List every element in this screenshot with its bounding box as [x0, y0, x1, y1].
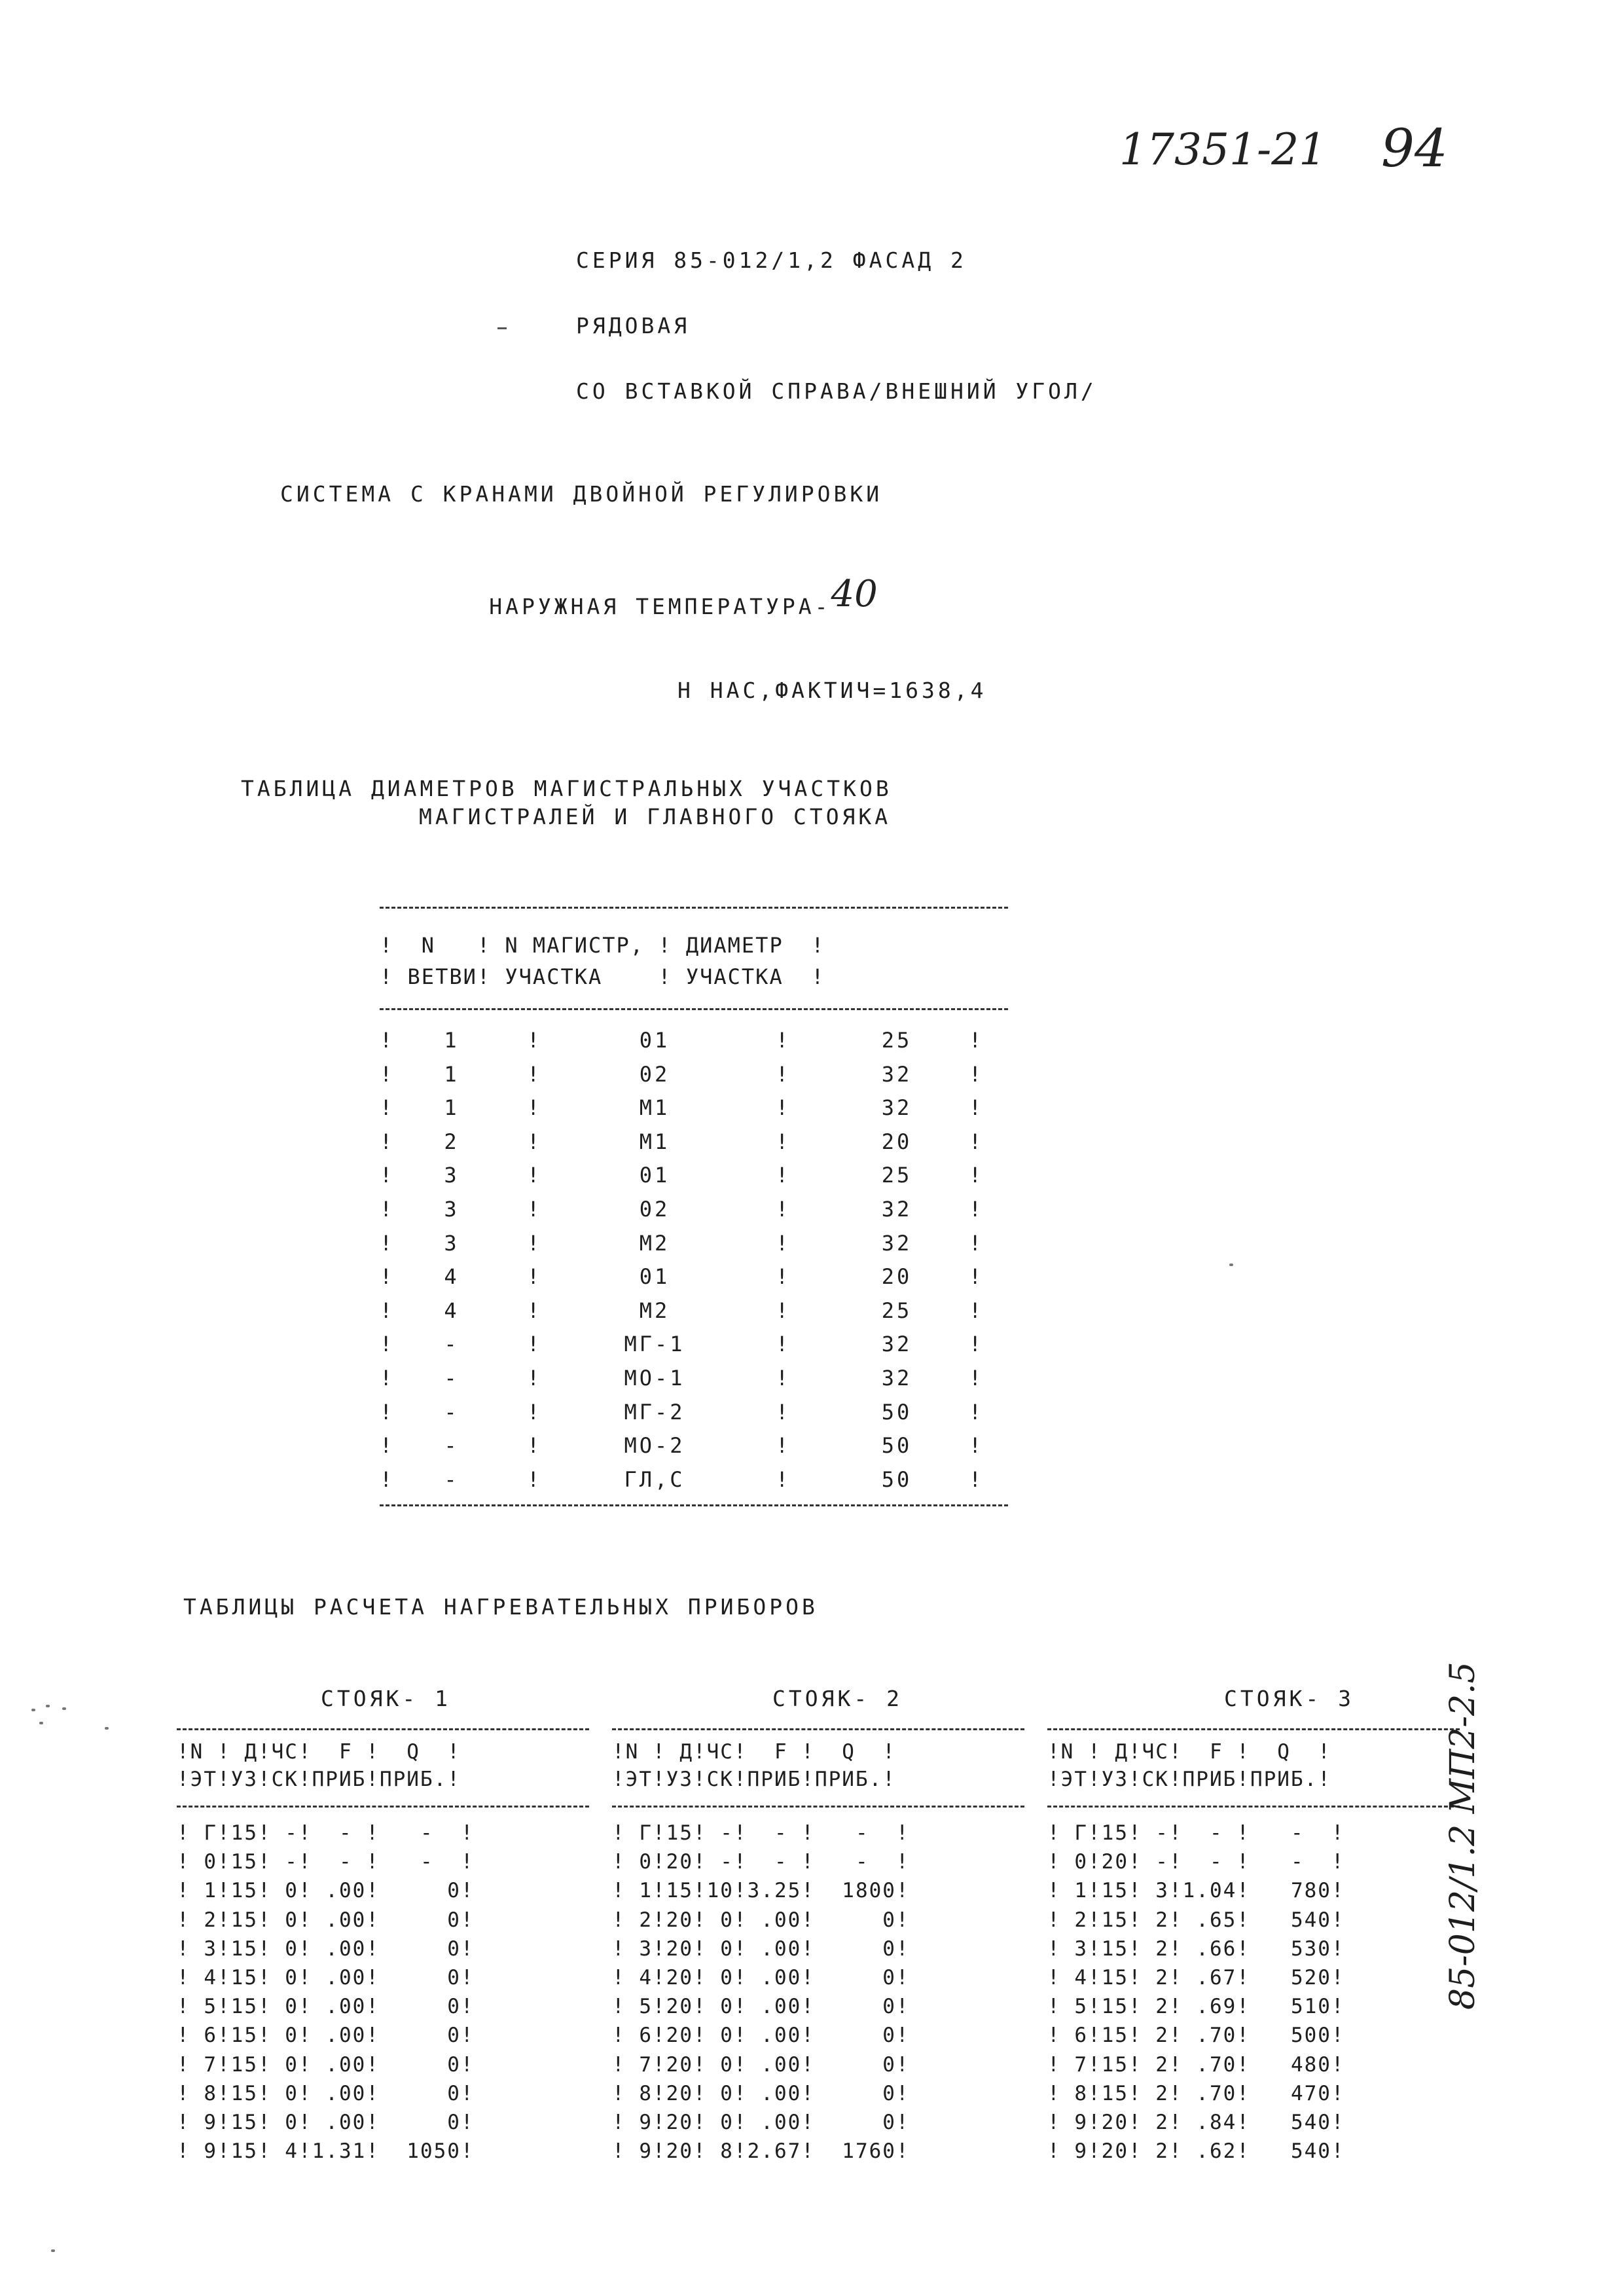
diameter-cell: 25 — [881, 1298, 912, 1323]
stoyak-row: ! Г!15! -! - ! - ! — [612, 1821, 910, 1845]
column-separator: ! — [776, 1230, 789, 1256]
column-separator: ! — [776, 1028, 789, 1053]
diam-table-header-1: ! N ! N МАГИСТР, ! ДИАМЕТР ! — [380, 933, 825, 958]
column-separator: ! — [527, 1197, 540, 1222]
branch-cell: - — [444, 1466, 460, 1492]
column-separator: ! — [380, 1433, 393, 1459]
column-separator: ! — [527, 1466, 540, 1492]
column-separator: ! — [380, 1028, 393, 1053]
column-separator: ! — [527, 1298, 540, 1323]
column-separator: ! — [969, 1028, 982, 1053]
scan-speck — [1229, 1263, 1233, 1266]
stoyak-row: ! 5!15! 2! .69! 510! — [1047, 1995, 1345, 2019]
row-type-line: РЯДОВАЯ — [576, 313, 691, 338]
column-separator: ! — [969, 1433, 982, 1459]
diameter-cell: 25 — [881, 1163, 912, 1188]
diam-table-row — [380, 1231, 1008, 1265]
diam-table-top-rule — [380, 907, 1008, 909]
stoyak-header-rule — [177, 1806, 589, 1808]
branch-cell: 3 — [444, 1197, 460, 1222]
diam-table-row — [380, 1298, 1008, 1332]
temperature-label: НАРУЖНАЯ ТЕМПЕРАТУРА- — [489, 594, 831, 619]
stoyak-row: ! 3!15! 0! .00! 0! — [177, 1936, 475, 1961]
section-cell: 01 — [639, 1028, 670, 1053]
diam-table-body — [380, 1028, 1008, 1492]
scan-speck — [51, 2249, 55, 2252]
column-separator: ! — [776, 1061, 789, 1087]
section-cell: М1 — [639, 1095, 670, 1121]
insert-desc-line: СО ВСТАВКОЙ СПРАВА/ВНЕШНИЙ УГОЛ/ — [576, 378, 1097, 404]
column-separator: ! — [380, 1197, 393, 1222]
diameter-cell: 32 — [881, 1095, 912, 1121]
branch-cell: 3 — [444, 1230, 460, 1256]
column-separator: ! — [969, 1332, 982, 1357]
column-separator: ! — [969, 1197, 982, 1222]
diameter-cell: 50 — [881, 1466, 912, 1492]
stoyak-header-1: !N ! Д!ЧС! F ! Q ! — [612, 1740, 896, 1764]
stoyak-header-2: !ЭТ!УЗ!СК!ПРИБ!ПРИБ.! — [1047, 1768, 1331, 1791]
section-cell: 02 — [639, 1197, 670, 1222]
stoyak-top-rule — [177, 1728, 589, 1730]
stoyak-row: ! 6!15! 2! .70! 500! — [1047, 2024, 1345, 2048]
diameter-cell: 32 — [881, 1332, 912, 1357]
stoyak-row: ! 5!20! 0! .00! 0! — [612, 1995, 910, 2019]
section-cell: М1 — [639, 1129, 670, 1154]
column-separator: ! — [380, 1163, 393, 1188]
stoyak-row: ! 3!15! 2! .66! 530! — [1047, 1936, 1345, 1961]
branch-cell: - — [444, 1433, 460, 1459]
column-separator: ! — [527, 1095, 540, 1121]
scan-speck — [31, 1709, 35, 1711]
diameter-cell: 20 — [881, 1264, 912, 1290]
section-cell: 02 — [639, 1061, 670, 1087]
column-separator: ! — [527, 1230, 540, 1256]
section-cell: М2 — [639, 1298, 670, 1323]
column-separator: ! — [527, 1433, 540, 1459]
series-line: СЕРИЯ 85-012/1,2 ФАСАД 2 — [576, 247, 967, 273]
stoyak-row: ! 2!20! 0! .00! 0! — [612, 1908, 910, 1932]
column-separator: ! — [776, 1366, 789, 1390]
column-separator: ! — [380, 1061, 393, 1087]
stoyak-row: ! 7!15! 2! .70! 480! — [1047, 2052, 1345, 2077]
diam-table-row — [380, 1129, 1008, 1163]
column-separator: ! — [527, 1061, 540, 1087]
diam-table-row — [380, 1197, 1008, 1231]
column-separator: ! — [527, 1163, 540, 1188]
column-separator: ! — [527, 1332, 540, 1357]
scan-speck — [46, 1705, 50, 1707]
diam-table-row — [380, 1095, 1008, 1129]
column-separator: ! — [776, 1163, 789, 1188]
column-separator: ! — [776, 1466, 789, 1492]
branch-cell: - — [444, 1399, 460, 1425]
diam-table-row — [380, 1400, 1008, 1434]
column-separator: ! — [776, 1332, 789, 1357]
stoyak-row: ! 9!15! 4!1.31! 1050! — [177, 2139, 475, 2164]
temperature-line — [477, 568, 878, 623]
stoyak-top-rule — [1047, 1728, 1460, 1730]
column-separator: ! — [776, 1095, 789, 1121]
branch-cell: 1 — [444, 1028, 460, 1053]
stoyak-header-rule — [1047, 1806, 1460, 1808]
diameter-cell: 50 — [881, 1433, 912, 1459]
section-cell: ГЛ,С — [624, 1466, 685, 1492]
stoyak-row: ! 4!15! 0! .00! 0! — [177, 1966, 475, 1990]
column-separator: ! — [776, 1433, 789, 1459]
stoyak-row: ! Г!15! -! - ! - ! — [1047, 1821, 1345, 1845]
column-separator: ! — [380, 1466, 393, 1492]
column-separator: ! — [969, 1061, 982, 1087]
column-separator: ! — [969, 1298, 982, 1323]
branch-cell: 2 — [444, 1129, 460, 1154]
column-separator: ! — [527, 1366, 540, 1390]
diam-table-row — [380, 1366, 1008, 1400]
branch-cell: - — [444, 1366, 460, 1390]
column-separator: ! — [776, 1399, 789, 1425]
column-separator: ! — [527, 1129, 540, 1154]
system-line: СИСТЕМА С КРАНАМИ ДВОЙНОЙ РЕГУЛИРОВКИ — [280, 481, 883, 507]
branch-cell: 4 — [444, 1298, 460, 1323]
stoyak-row: ! 9!20! 0! .00! 0! — [612, 2111, 910, 2134]
stoyak-row: ! 8!20! 0! .00! 0! — [612, 2081, 910, 2105]
stoyak-2-title: СТОЯК- 2 — [772, 1686, 903, 1711]
stoyak-row: ! 6!20! 0! .00! 0! — [612, 2024, 910, 2048]
stoyak-header-rule — [612, 1806, 1024, 1808]
h-nas-line: Н НАС,ФАКТИЧ=1638,4 — [677, 678, 987, 703]
section-cell: МО-1 — [624, 1366, 685, 1390]
stoyak-header-2: !ЭТ!УЗ!СК!ПРИБ!ПРИБ.! — [177, 1768, 461, 1791]
diam-table-row — [380, 1433, 1008, 1467]
stoyak-top-rule — [612, 1728, 1024, 1730]
stoyak-row: ! 9!20! 2! .62! 540! — [1047, 2139, 1345, 2164]
column-separator: ! — [776, 1298, 789, 1323]
small-dash — [497, 327, 507, 329]
column-separator: ! — [380, 1230, 393, 1256]
column-separator: ! — [380, 1095, 393, 1121]
stoyak-row: ! 1!15! 0! .00! 0! — [177, 1879, 475, 1903]
column-separator: ! — [776, 1129, 789, 1154]
stoyak-row: ! 7!20! 0! .00! 0! — [612, 2052, 910, 2077]
stoyak-header-1: !N ! Д!ЧС! F ! Q ! — [1047, 1740, 1331, 1764]
side-stamp: 85-012/1.2 МП2-2.5 — [1443, 1662, 1483, 2010]
stoyak-row: ! 9!20! 2! .84! 540! — [1047, 2111, 1345, 2134]
page-number: 94 — [1381, 118, 1448, 179]
stoyak-row: ! 4!15! 2! .67! 520! — [1047, 1966, 1345, 1990]
column-separator: ! — [969, 1399, 982, 1425]
column-separator: ! — [527, 1028, 540, 1053]
stoyak-row: ! 8!15! 0! .00! 0! — [177, 2081, 475, 2105]
section-cell: М2 — [639, 1230, 670, 1256]
branch-cell: 4 — [444, 1264, 460, 1290]
diam-table-header-rule — [380, 1008, 1008, 1010]
section-cell: МО-2 — [624, 1433, 685, 1459]
stoyak-row: ! 2!15! 0! .00! 0! — [177, 1908, 475, 1932]
diam-table-row — [380, 1264, 1008, 1298]
stoyak-header-2: !ЭТ!УЗ!СК!ПРИБ!ПРИБ.! — [612, 1768, 896, 1791]
diam-table-header-2: ! ВЕТВИ! УЧАСТКА ! УЧАСТКА ! — [380, 964, 825, 989]
heaters-title: ТАБЛИЦЫ РАСЧЕТА НАГРЕВАТЕЛЬНЫХ ПРИБОРОВ — [183, 1594, 818, 1620]
stoyak-row: ! 4!20! 0! .00! 0! — [612, 1966, 910, 1990]
stoyak-row: ! 6!15! 0! .00! 0! — [177, 2024, 475, 2048]
diameter-cell: 32 — [881, 1197, 912, 1222]
column-separator: ! — [380, 1366, 393, 1390]
column-separator: ! — [380, 1332, 393, 1357]
temperature-value: 40 — [831, 573, 878, 615]
diam-table-title-1: ТАБЛИЦА ДИАМЕТРОВ МАГИСТРАЛЬНЫХ УЧАСТКОВ — [241, 776, 892, 801]
column-separator: ! — [969, 1230, 982, 1256]
diameter-cell: 20 — [881, 1129, 912, 1154]
column-separator: ! — [776, 1264, 789, 1290]
branch-cell: 1 — [444, 1061, 460, 1087]
scan-speck — [105, 1727, 109, 1730]
section-cell: 01 — [639, 1163, 670, 1188]
doc-number-stamp: 17351-21 — [1119, 124, 1327, 175]
column-separator: ! — [969, 1095, 982, 1121]
stoyak-header-1: !N ! Д!ЧС! F ! Q ! — [177, 1740, 461, 1764]
column-separator: ! — [380, 1129, 393, 1154]
stoyak-row: ! 9!20! 8!2.67! 1760! — [612, 2139, 910, 2164]
scan-speck — [39, 1722, 43, 1724]
diameter-cell: 32 — [881, 1061, 912, 1087]
column-separator: ! — [969, 1366, 982, 1390]
column-separator: ! — [527, 1399, 540, 1425]
diameter-cell: 32 — [881, 1230, 912, 1256]
column-separator: ! — [527, 1264, 540, 1290]
stoyak-row: ! 3!20! 0! .00! 0! — [612, 1936, 910, 1961]
stoyak-row: ! 7!15! 0! .00! 0! — [177, 2052, 475, 2077]
diam-table-row — [380, 1028, 1008, 1062]
stoyak-row: ! 1!15!10!3.25! 1800! — [612, 1879, 910, 1903]
stoyak-row: ! 9!15! 0! .00! 0! — [177, 2111, 475, 2134]
column-separator: ! — [380, 1264, 393, 1290]
section-cell: 01 — [639, 1264, 670, 1290]
section-cell: МГ-2 — [624, 1399, 685, 1425]
diam-table-row — [380, 1332, 1008, 1366]
stoyak-row: ! 5!15! 0! .00! 0! — [177, 1995, 475, 2019]
stoyak-3-title: СТОЯК- 3 — [1224, 1686, 1354, 1711]
diam-table-row — [380, 1467, 1008, 1501]
column-separator: ! — [380, 1399, 393, 1425]
section-cell: МГ-1 — [624, 1332, 685, 1357]
branch-cell: 1 — [444, 1095, 460, 1121]
column-separator: ! — [969, 1163, 982, 1188]
diam-table-row — [380, 1062, 1008, 1096]
column-separator: ! — [969, 1264, 982, 1290]
stoyak-row: ! Г!15! -! - ! - ! — [177, 1821, 475, 1845]
diameter-cell: 32 — [881, 1366, 912, 1390]
stoyak-row: ! 2!15! 2! .65! 540! — [1047, 1908, 1345, 1932]
diameter-cell: 50 — [881, 1399, 912, 1425]
stoyak-row: ! 8!15! 2! .70! 470! — [1047, 2081, 1345, 2105]
diam-table-row — [380, 1163, 1008, 1197]
branch-cell: - — [444, 1332, 460, 1357]
diameter-cell: 25 — [881, 1028, 912, 1053]
diam-table-bottom-rule — [380, 1504, 1008, 1506]
diam-table-title-2: МАГИСТРАЛЕЙ И ГЛАВНОГО СТОЯКА — [419, 804, 892, 829]
stoyak-row: ! 1!15! 3!1.04! 780! — [1047, 1879, 1345, 1903]
branch-cell: 3 — [444, 1163, 460, 1188]
stoyak-row: ! 0!15! -! - ! - ! — [177, 1850, 475, 1874]
stoyak-row: ! 0!20! -! - ! - ! — [612, 1850, 910, 1874]
scan-speck — [62, 1707, 66, 1710]
stoyak-1-title: СТОЯК- 1 — [321, 1686, 451, 1711]
column-separator: ! — [776, 1197, 789, 1222]
column-separator: ! — [380, 1298, 393, 1323]
column-separator: ! — [969, 1129, 982, 1154]
column-separator: ! — [969, 1466, 982, 1492]
stoyak-row: ! 0!20! -! - ! - ! — [1047, 1850, 1345, 1874]
